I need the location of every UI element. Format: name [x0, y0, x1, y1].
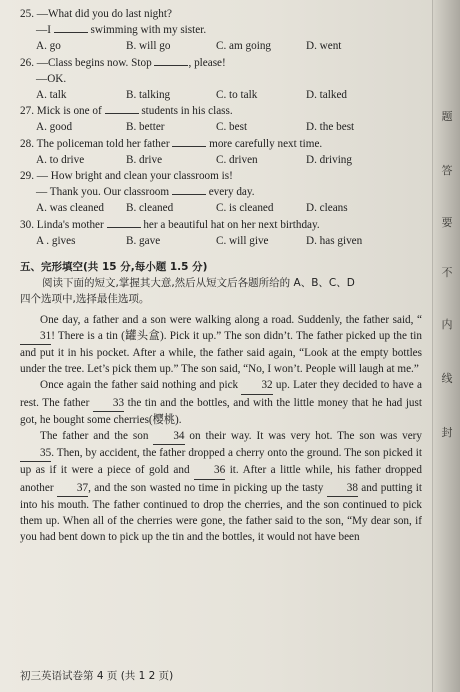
- question-30: 30. Linda's mother her a beautiful hat on her next birthday. A . gives B. gave C. will give D. has given: [20, 217, 422, 249]
- option-c: C. will give: [216, 234, 269, 247]
- option-d: D. driving: [306, 153, 352, 166]
- blank-31: 31: [20, 328, 51, 345]
- passage-paragraph: Once again the father said nothing and pick 32 up. Later they decided to have a rest. The father 33 the tin and the bottles, and with the little money that he had just got, he bought some cherries(樱桃).: [20, 379, 422, 426]
- option-d: D. talked: [306, 89, 348, 102]
- answer-blank: [172, 136, 206, 147]
- option-c: C. to talk: [216, 89, 258, 102]
- answer-blank: [172, 184, 206, 195]
- options: [20, 200, 422, 216]
- option-a: A. good: [36, 121, 73, 134]
- option-b: B. better: [126, 121, 165, 134]
- option-d: D. went: [306, 40, 342, 53]
- blank-36: 36: [194, 462, 225, 479]
- passage-paragraph: One day, a father and a son were walking along a road. Suddenly, the father said, “31! There is a tin (罐头盒). Pick it up.” The son didn’t. The father picked up the tin and put it in his pocket. After a while, the father said again, “Look at the empty bottles under the tree. Let’s pick them up.” The son said, “No, I won’t. People will laugh at me.”: [20, 313, 422, 376]
- question-27: 27. Mick is one of students in his class. A. good B. better C. best D. the best: [20, 103, 422, 135]
- option-b: B. gave: [126, 234, 161, 247]
- answer-blank: [105, 103, 139, 114]
- option-c: C. best: [216, 121, 248, 134]
- question-number: 27.: [20, 105, 34, 118]
- question-26: 26. —Class begins now. Stop , please! —OK. A. talk B. talking C. to talk D. talked: [20, 55, 422, 104]
- passage-paragraph: The father and the son 34 on their way. It was very hot. The son was very 35. Then, by accident, the father dropped a cherry onto the ground. The son picked it up as if it were a piece of gold and 36 it. After a little while, his father dropped another 37, and the son wasted no time in picking up the tasty 38 and putting it into his mouth. The father continued to drop the cherries, and the son continued to pick them up. When all of the cherries were gone, the father said to the son, “My dear son, if you had bent down to pick up the tin and the bottles, it would not have been: [20, 430, 422, 544]
- margin-char: 不: [441, 266, 453, 279]
- blank-37: 37: [57, 480, 88, 497]
- options: [20, 152, 422, 168]
- margin-char: 内: [441, 318, 453, 331]
- blank-33: 33: [93, 395, 124, 412]
- section-instructions-cont: 四个选项中,选择最佳选项。: [20, 293, 150, 306]
- question-number: 26.: [20, 56, 34, 69]
- page-footer: 初三英语试卷第 4 页 (共 1 2 页): [20, 670, 174, 682]
- option-a: A. to drive: [36, 153, 85, 166]
- option-a: A. go: [36, 40, 61, 53]
- question-28: 28. The policeman told her father more carefully next time. A. to drive B. drive C. driven D. driving: [20, 136, 422, 168]
- option-b: B. cleaned: [126, 202, 174, 215]
- binding-margin: [432, 0, 460, 692]
- question-29: 29. — How bright and clean your classroom is! — Thank you. Our classroom every day. A. was cleaned B. cleaned C. is cleaned D. cleans: [20, 168, 422, 217]
- options: [20, 38, 422, 54]
- margin-char: 题: [441, 110, 453, 123]
- question-number: 25.: [20, 8, 34, 20]
- question-number: 30.: [20, 218, 34, 231]
- option-d: D. the best: [306, 121, 355, 134]
- blank-35: 35: [20, 445, 51, 462]
- question-number: 28.: [20, 137, 34, 150]
- options: [20, 233, 422, 249]
- answer-blank: [54, 22, 88, 33]
- option-d: D. has given: [306, 234, 363, 247]
- margin-char: 线: [441, 372, 453, 385]
- answer-blank: [154, 55, 188, 66]
- answer-blank: [107, 217, 141, 228]
- blank-32: 32: [241, 377, 272, 394]
- blank-38: 38: [327, 480, 358, 497]
- option-c: C. am going: [216, 40, 272, 53]
- blank-34: 34: [153, 428, 184, 445]
- margin-char: 答: [441, 164, 453, 177]
- section-title: 五、完形填空(共 15 分,每小题 1.5 分): [20, 261, 208, 274]
- option-b: B. drive: [126, 153, 163, 166]
- question-stem: —What did you do last night?: [36, 8, 172, 20]
- option-d: D. cleans: [306, 202, 348, 215]
- option-a: A. talk: [36, 89, 67, 102]
- margin-char: 封: [441, 426, 453, 439]
- question-number: 29.: [20, 170, 34, 183]
- question-25: 25. —What did you do last night? —I swimming with my sister. A. go B. will go C. am going D. went: [20, 6, 422, 55]
- option-c: C. driven: [216, 153, 258, 166]
- option-a: A . gives: [36, 234, 76, 247]
- margin-char: 要: [441, 216, 453, 229]
- options: [20, 87, 422, 103]
- section-instructions: 阅读下面的短文,掌握其大意,然后从短文后各题所给的 A、B、C、D: [42, 277, 355, 290]
- cloze-passage: [20, 312, 422, 546]
- option-a: A. was cleaned: [36, 202, 105, 215]
- option-b: B. talking: [126, 89, 171, 102]
- options: [20, 119, 422, 135]
- option-b: B. will go: [126, 40, 171, 53]
- option-c: C. is cleaned: [216, 202, 274, 215]
